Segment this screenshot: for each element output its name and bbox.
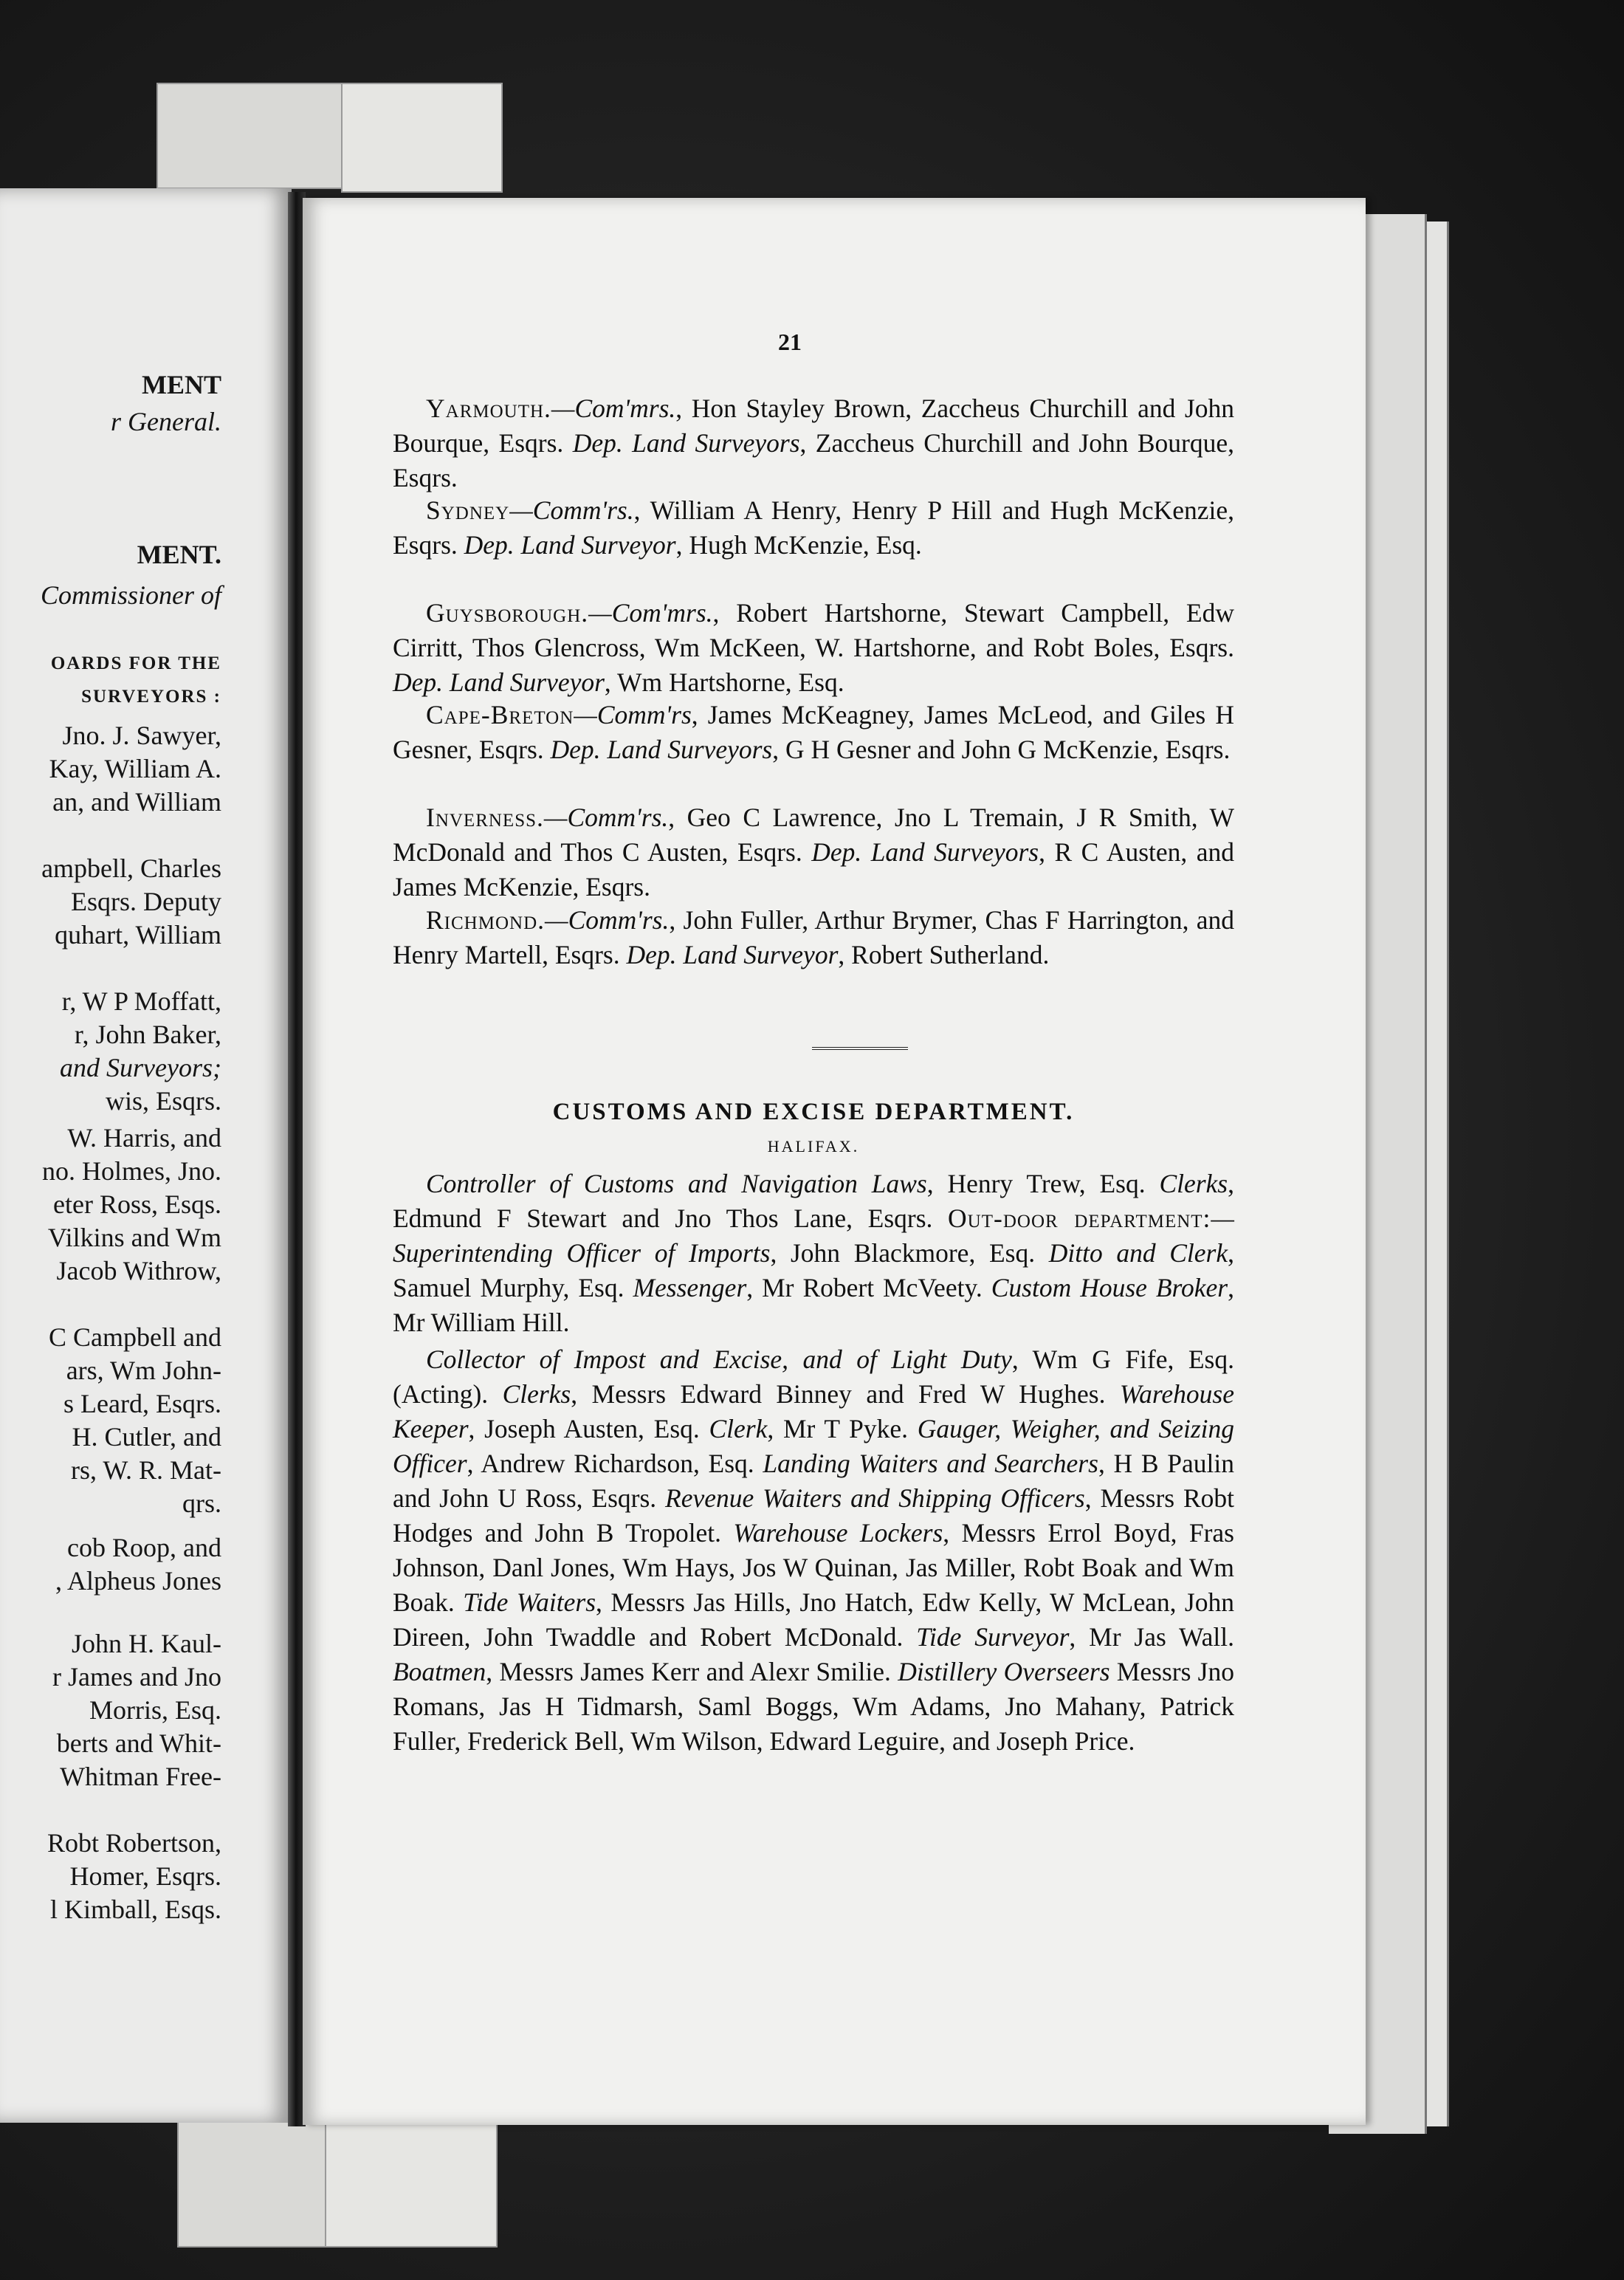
officer-names: , Samuel Murphy, Esq. [393,1238,1234,1302]
left-facing-page [0,188,292,2123]
left-page-line: Esqrs. Deputy [71,887,221,916]
officer-names: , Mr Jas Wall. [1069,1622,1234,1652]
office-title: —Com'mrs. [588,598,713,628]
left-page-line: MENT [142,370,221,399]
office-title: Ditto and Clerk [1048,1238,1228,1268]
office-title: —Superintending Officer of Imports [393,1203,1234,1268]
left-page-line: C Campbell and [49,1322,221,1352]
left-page-line: cob Roop, and [67,1533,221,1562]
officer-names: , Mr Robert McVeety. [746,1273,991,1302]
office-title: —Comm'rs. [509,495,634,525]
county-name: Richmond. [426,905,545,935]
office-title: Custom House Broker [991,1273,1228,1302]
county-entry [393,596,1234,700]
left-page-line: rs, W. R. Mat- [70,1455,221,1485]
left-page-line: Whitman Free- [60,1762,221,1791]
county-name: Yarmouth. [426,394,551,423]
top-ribbon-right [341,83,503,193]
county-entry [393,800,1234,904]
left-page-line: quhart, William [55,920,221,950]
left-page-line: ampbell, Charles [41,854,221,883]
office-title: Distillery Overseers [898,1657,1110,1686]
bottom-ribbon-right [325,2119,498,2248]
office-title: Warehouse Lockers [733,1518,943,1548]
office-title: Clerks [502,1379,571,1409]
officer-names: , Messrs James Kerr and Alexr Smilie. [486,1657,898,1686]
section-subheading: HALIFAX. [767,1137,860,1156]
officer-names: , Hon Stayley Brown, Zaccheus Churchill and John Bourque, Esqrs. [393,394,1234,458]
office-title: Tide Surveyor [916,1622,1070,1652]
officer-names: , H B Paulin and John U Ross, Esqrs. [393,1449,1235,1513]
officer-names: , Wm G Fife, Esq. (Acting). [393,1345,1234,1409]
officer-names: , Joseph Austen, Esq. [468,1414,709,1443]
left-page-line: H. Cutler, and [72,1422,221,1452]
left-page-line: eter Ross, Esqs. [53,1189,221,1219]
officer-names: , Messrs Errol Boyd, Fras Johnson, Danl Jones, Wm Hays, Jos W Quinan, Jas Miller, Robt Boak and Wm Boak. [393,1518,1234,1617]
county-name: Inverness. [426,803,544,832]
office-title: Dep. Land Surveyors [811,837,1039,867]
left-page-line: W. Harris, and [67,1123,221,1153]
officer-names: , Zaccheus Churchill and John Bourque, Esqrs. [393,428,1234,492]
left-page-line: Kay, William A. [49,754,221,783]
office-title: Dep. Land Surveyor [393,667,605,697]
left-page-line: wis, Esqrs. [105,1086,221,1116]
officer-names: , Hugh McKenzie, Esq. [675,530,922,560]
officer-names: , Robert Hartshorne, Stewart Campbell, Edw Cirritt, Thos Glencross, Wm McKeen, W. Hartshorne, and Robt Boles, Esqrs. [393,598,1234,662]
left-page-line: no. Holmes, Jno. [42,1156,221,1186]
officer-names: , William A Henry, Henry P Hill and Hugh McKenzie, Esqrs. [393,495,1234,560]
county-name: Guysborough. [426,598,589,628]
left-page-line: Commissioner of [40,580,221,610]
section-heading: CUSTOMS AND EXCISE DEPARTMENT. [552,1099,1075,1125]
left-page-line: Vilkins and Wm [47,1223,221,1252]
office-title: Collector of Impost and Excise, and of Light Duty [426,1345,1012,1374]
officer-names: , John Fuller, Arthur Brymer, Chas F Harrington, and Henry Martell, Esqrs. [393,905,1234,969]
officer-names: , Mr William Hill. [393,1273,1234,1337]
officer-names: , James McKeagney, James McLeod, and Giles H Gesner, Esqrs. [393,700,1234,764]
officer-names: , Wm Hartshorne, Esq. [604,667,844,697]
office-title: —Com'mrs. [551,394,676,423]
office-title: Dep. Land Surveyors [550,735,773,764]
officer-names: , Messrs Edward Binney and Fred W Hughes. [571,1379,1120,1409]
top-ribbon-left [156,83,344,189]
left-page-line: berts and Whit- [56,1728,221,1758]
county-name: Sydney [426,495,510,525]
office-title: Messenger [633,1273,747,1302]
left-page-line: r James and Jno [52,1662,221,1692]
office-title: Controller of Customs and Navigation Laws [426,1169,927,1198]
left-page-line: s Leard, Esqrs. [63,1389,221,1418]
officer-names: , Andrew Richardson, Esq. [467,1449,763,1478]
county-entry [393,903,1234,972]
left-page-line: an, and William [52,787,221,817]
office-title: —Comm'rs [574,700,692,729]
customs-paragraph [393,1342,1234,1759]
officer-names: , R C Austen, and James McKenzie, Esqrs. [393,837,1234,902]
office-title: Gauger, Weigher, and Seizing Officer [393,1414,1234,1478]
left-page-line: qrs. [182,1488,221,1518]
left-page-line: , Alpheus Jones [55,1566,221,1596]
left-page-line: and Surveyors; [60,1053,221,1082]
left-page-line: r General. [111,407,221,436]
left-page-line: r, W P Moffatt, [61,986,221,1016]
left-page-line: Robt Robertson, [47,1828,221,1858]
left-page-line: OARDS FOR THE [50,653,221,673]
office-title: —Comm'rs. [545,905,670,935]
office-title: Clerks [1159,1169,1228,1198]
left-page-line: Morris, Esq. [89,1695,221,1725]
office-title: Dep. Land Surveyors [572,428,800,458]
officer-names: , Robert Sutherland. [838,940,1050,969]
officer-names: Messrs Jno Romans, Jas H Tidmarsh, Saml Boggs, Wm Adams, Jno Mahany, Patrick Fuller, Frederick Bell, Wm Wilson, Edward Leguire, and Joseph Price. [393,1657,1234,1756]
page-number: 21 [778,329,802,355]
officer-names: , G H Gesner and John G McKenzie, Esqrs. [772,735,1231,764]
section-divider [812,1047,908,1050]
office-title: Dep. Land Surveyor [626,940,839,969]
office-title: Boatmen [393,1657,486,1686]
county-entry [393,698,1234,767]
county-name: Cape-Breton [426,700,574,729]
county-entry [393,493,1234,563]
officer-names: , Geo C Lawrence, Jno L Tremain, J R Smith, W McDonald and Thos C Austen, Esqrs. [393,803,1234,867]
office-title: Dep. Land Surveyor [464,530,676,560]
officer-names: , Messrs Jas Hills, Jno Hatch, Edw Kelly, W McLean, John Direen, John Twaddle and Robert McDonald. [393,1587,1234,1652]
officer-names: , Mr T Pyke. [767,1414,918,1443]
department-label: Out-door department: [948,1203,1211,1233]
left-page-line: r, John Baker, [74,1020,221,1049]
office-title: Warehouse Keeper [393,1379,1234,1443]
officer-names: , John Blackmore, Esq. [770,1238,1049,1268]
office-title: Landing Waiters and Searchers [763,1449,1098,1478]
office-title: —Comm'rs. [543,803,669,832]
office-title: Revenue Waiters and Shipping Officers [665,1483,1085,1513]
left-page-line: l Kimball, Esqs. [50,1895,221,1924]
left-page-line: Homer, Esqrs. [69,1861,221,1891]
customs-paragraph [393,1167,1234,1340]
left-page-line: John H. Kaul- [72,1629,221,1658]
left-page-line: Jacob Withrow, [56,1256,221,1285]
office-title: Clerk [709,1414,768,1443]
officer-names: , Edmund F Stewart and Jno Thos Lane, Esqrs. [393,1169,1234,1233]
left-page-line: ars, Wm John- [66,1356,221,1385]
county-entry [393,391,1234,495]
bottom-ribbon-left [177,2119,328,2248]
officer-names: , Messrs Robt Hodges and John B Tropolet. [393,1483,1234,1548]
officer-names: , Henry Trew, Esq. [926,1169,1160,1198]
left-page-line: SURVEYORS : [81,687,221,707]
left-page-line: MENT. [137,540,221,569]
office-title: Tide Waiters [463,1587,596,1617]
left-page-line: Jno. J. Sawyer, [62,721,221,750]
